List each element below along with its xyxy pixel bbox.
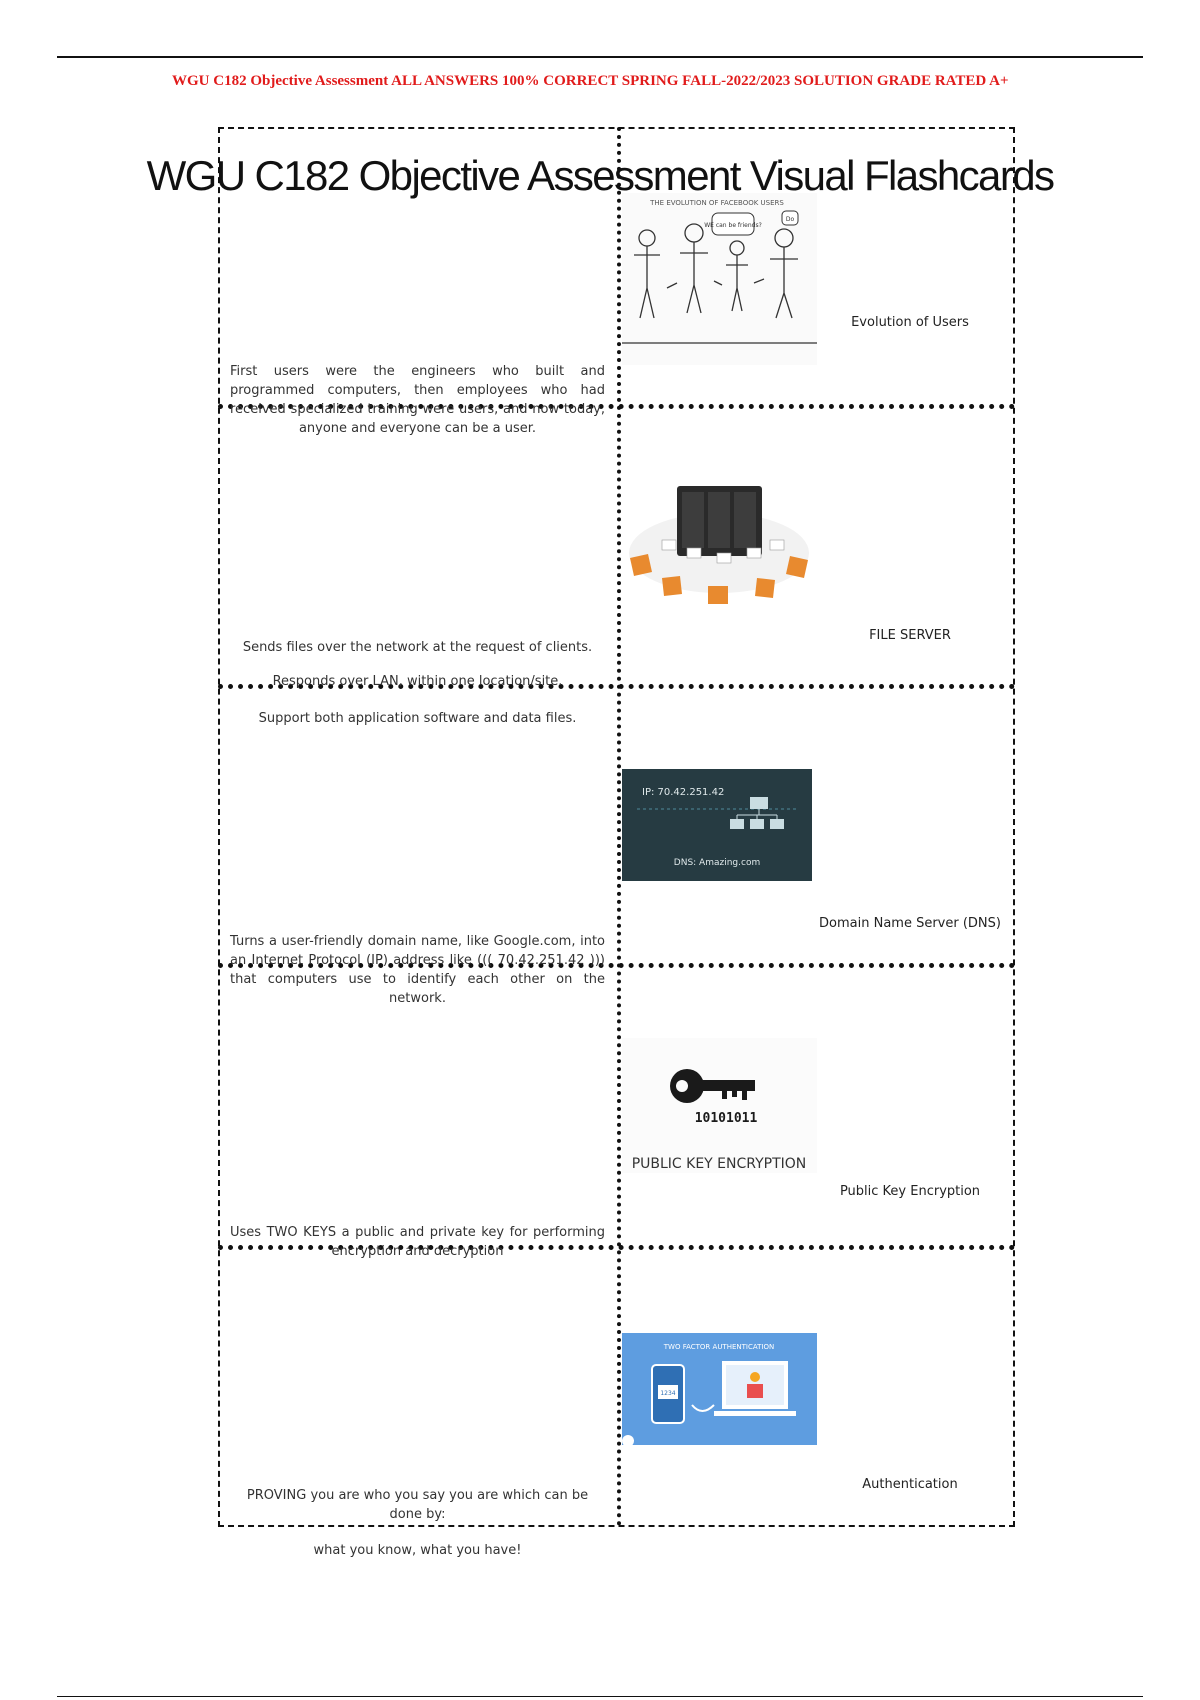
phone-code-text: 1234 <box>660 1390 676 1397</box>
binary-key-text: 10101011 <box>694 1111 758 1126</box>
image-caption: PUBLIC KEY ENCRYPTION <box>631 1156 807 1172</box>
two-factor-authentication-image <box>622 1333 817 1445</box>
card-definition-line: what you know, what you have! <box>313 1543 522 1558</box>
dns-image <box>622 769 817 881</box>
card-term: Evolution of Users <box>851 315 969 330</box>
card-definition-line: Sends files over the network at the request of clients. <box>242 640 593 655</box>
card-definition-line: PROVING you are who you say you are which can be done by: <box>246 1488 589 1522</box>
dns-domain-text: DNS: Amazing.com <box>673 858 761 868</box>
document-header-title: WGU C182 Objective Assessment ALL ANSWERS 100% CORRECT SPRING FALL-2022/2023 SOLUTION GRADE RATED A+ <box>172 73 1009 89</box>
card-term: Public Key Encryption <box>839 1184 981 1199</box>
dns-ip-text: IP: 70.42.251.42 <box>642 787 725 798</box>
card-term: Authentication <box>862 1477 958 1492</box>
card-definition: Uses TWO KEYS a public and private key for performing encryption and decryption <box>230 1225 605 1259</box>
card-definition: First users were the engineers who built and programmed computers, then employees who had received specialized training were users, and now today, anyone and everyone can be a user. <box>230 364 605 436</box>
evolution-of-users-cartoon <box>622 193 817 365</box>
top-rule <box>57 56 1143 58</box>
image-caption: TWO FACTOR AUTHENTICATION <box>663 1343 775 1351</box>
card-definition-line: Responds over LAN, within one location/site. <box>272 674 563 689</box>
file-server-image <box>622 478 817 613</box>
card-term: Domain Name Server (DNS) <box>819 916 1001 931</box>
card-definition-line: Support both application software and data files. <box>258 711 577 726</box>
card-divider-vertical <box>617 127 621 1527</box>
page-title: WGU C182 Objective Assessment Visual Flashcards <box>146 152 1054 199</box>
speech-bubble-text: WE can be friends? <box>704 222 762 229</box>
card-definition: Turns a user-friendly domain name, like Google.com, into an Internet Protocol (IP) address like ((( 70.42.251.42 ))) that computers use to identify each other on the network. <box>230 934 605 1006</box>
speech-bubble-text: Do <box>785 216 795 223</box>
bottom-rule <box>57 1696 1143 1697</box>
cartoon-caption: THE EVOLUTION OF FACEBOOK USERS <box>650 199 784 207</box>
card-term: FILE SERVER <box>869 628 951 643</box>
public-key-encryption-image <box>622 1038 817 1173</box>
